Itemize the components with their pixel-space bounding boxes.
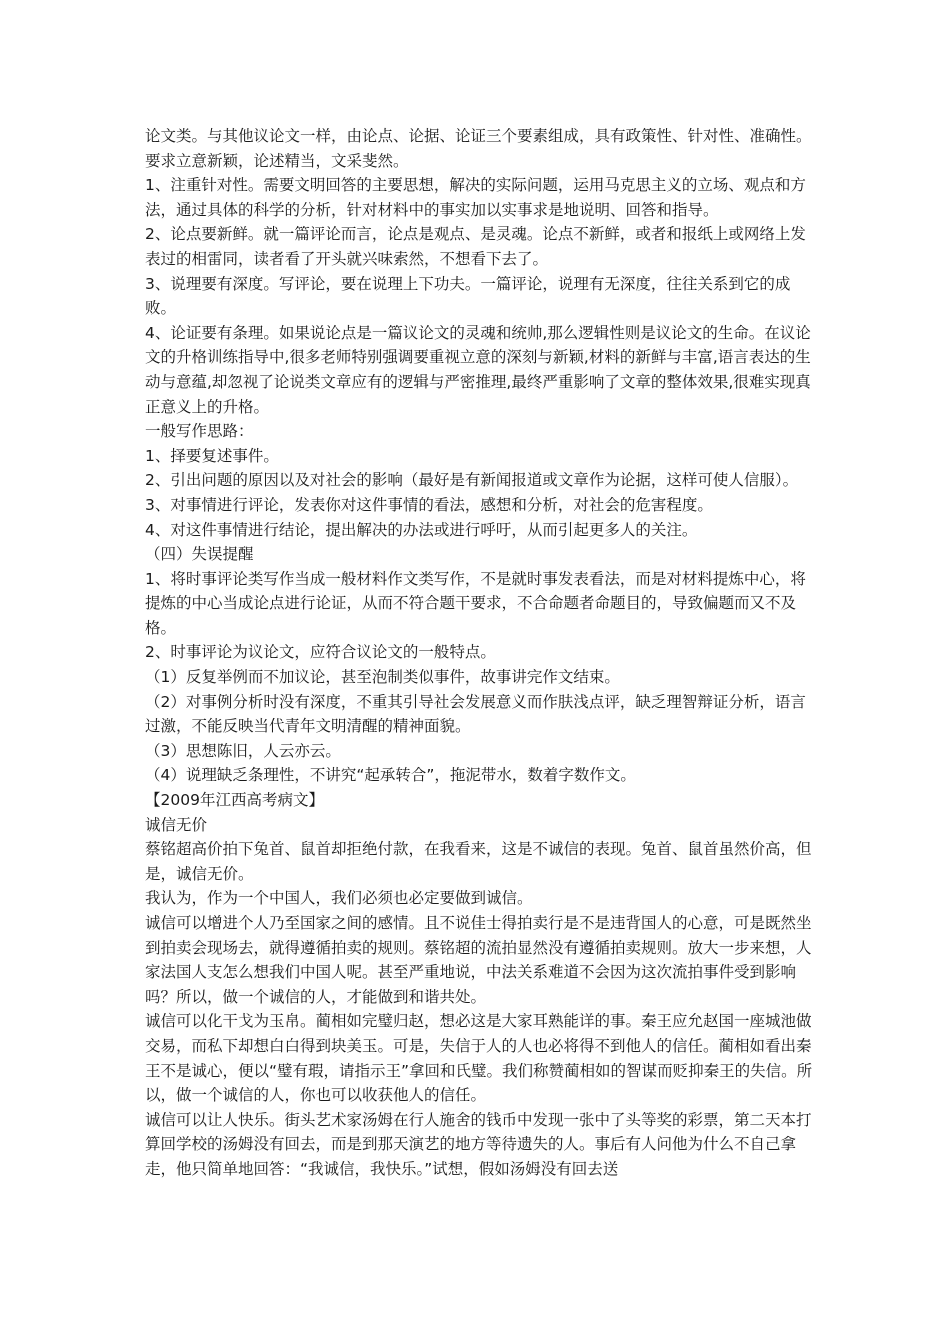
paragraph: 2、论点要新鲜。就一篇评论而言，论点是观点、是灵魂。论点不新鲜，或者和报纸上或网络上发表过的相雷同，读者看了开头就兴味索然，不想看下去了。 [145, 225, 806, 268]
essay-title: 诚信无价 [145, 815, 208, 834]
paragraph: 论文类。与其他议论文一样，由论点、论据、论证三个要素组成，具有政策性、针对性、准确性。要求立意新颖，论述精当，文采斐然。 [145, 127, 812, 170]
sub-list-item: （2）对事例分析时没有深度，不重其引导社会发展意义而作肤浅点评，缺乏理智辩证分析，语言过激，不能反映当代青年文明清醒的精神面貌。 [145, 692, 806, 736]
list-item: 2、引出问题的原因以及对社会的影响（最好是有新闻报道或文章作为论据，这样可使人信服）。 [145, 471, 799, 490]
list-item: 4、对这件事情进行结论，提出解决的办法或进行呼吁，从而引起更多人的关注。 [145, 520, 698, 539]
list-item: 3、对事情进行评论，发表你对这件事情的看法，感想和分析，对社会的危害程度。 [145, 495, 713, 514]
sub-list-item: （1）反复举例而不加议论，甚至泡制类似事件，故事讲完作文结束。 [145, 668, 620, 687]
section-heading: 一般写作思路： [145, 422, 254, 441]
paragraph: 蔡铭超高价拍下兔首、鼠首却拒绝付款，在我看来，这是不诚信的表现。兔首、鼠首虽然价高，但是，诚信无价。 [145, 840, 812, 883]
list-item: 1、择要复述事件。 [145, 446, 279, 465]
section-heading: （四）失误提醒 [145, 545, 254, 564]
paragraph: 诚信可以增进个人乃至国家之间的感情。且不说佳士得拍卖行是不是违背国人的心意，可是既然坐到拍卖会现场去，就得遵循拍卖的规则。蔡铭超的流拍显然没有遵循拍卖规则。放大一步来想，人家法国人支怎么想我们中国人呢。甚至严重地说，中法关系难道不会因为这次流拍事件受到影响吗？所以，做一个诚信的人，才能做到和谐共处。 [145, 914, 812, 1006]
paragraph: 诚信可以化干戈为玉帛。蔺相如完璧归赵，想必这是大家耳熟能详的事。秦王应允赵国一座城池做交易，而私下却想白白得到块美玉。可是，失信于人的人也必将得不到他人的信任。蔺相如看出秦王不是诚心，便以“璧有瑕，请指示王”拿回和氏璧。我们称赞蔺相如的智谋而贬抑秦王的失信。所以，做一个诚信的人，你也可以收获他人的信任。 [145, 1012, 813, 1105]
paragraph: 3、说理要有深度。写评论，要在说理上下功夫。一篇评论，说理有无深度，往往关系到它的成败。 [145, 274, 791, 318]
section-heading: 【2009年江西高考病文】 [145, 791, 324, 810]
paragraph: 诚信可以让人快乐。街头艺术家汤姆在行人施舍的钱币中发现一张中了头等奖的彩票，第二天本打算回学校的汤姆没有回去，而是到那天演艺的地方等待遗失的人。事后有人问他为什么不自己拿走，他只简单地回答：“我诚信，我快乐。”试想，假如汤姆没有回去送 [145, 1110, 812, 1178]
list-item: 1、将时事评论类写作当成一般材料作文类写作，不是就时事发表看法，而是对材料提炼中心，将提炼的中心当成论点进行论证，从而不符合题干要求，不合命题者命题目的，导致偏题而又不及格。 [145, 569, 806, 637]
paragraph: 1、注重针对性。需要文明回答的主要思想，解决的实际问题，运用马克思主义的立场、观点和方法，通过具体的科学的分析，针对材料中的事实加以实事求是地说明、回答和指导。 [145, 176, 806, 219]
sub-list-item: （3）思想陈旧，人云亦云。 [145, 741, 341, 760]
list-item: 2、时事评论为议论文，应符合议论文的一般特点。 [145, 643, 496, 662]
paragraph: 我认为，作为一个中国人，我们必须也必定要做到诚信。 [145, 889, 533, 908]
document-body [145, 124, 817, 1182]
sub-list-item: （4）说理缺乏条理性，不讲究“起承转合”，拖泥带水，数着字数作文。 [145, 766, 636, 785]
paragraph: 4、论证要有条理。如果说论点是一篇议论文的灵魂和统帅,那么逻辑性则是议论文的生命。在议论文的升格训练指导中,很多老师特别强调要重视立意的深刻与新颖,材料的新鲜与丰富,语言表达的生动与意蕴,却忽视了论说类文章应有的逻辑与严密推理,最终严重影响了文章的整体效果,很难实现真正意义上的升格。 [145, 323, 811, 416]
